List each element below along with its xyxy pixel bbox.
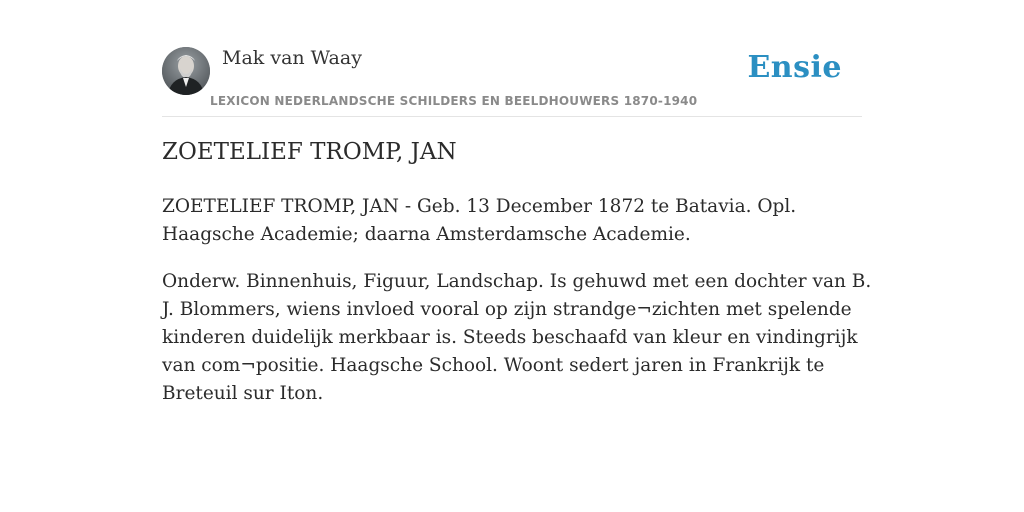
portrait-image xyxy=(162,47,210,95)
author-avatar[interactable] xyxy=(162,47,210,95)
author-link[interactable]: Mak van Waay xyxy=(222,47,362,69)
article-paragraph: ZOETELIEF TROMP, JAN - Geb. 13 December 1872 te Batavia. Opl. Haagsche Academie; daarna Amsterdamsche Academie. xyxy=(162,196,797,245)
page-header xyxy=(162,44,862,117)
source-label: LEXICON NEDERLANDSCHE SCHILDERS EN BEELDHOUWERS 1870-1940 xyxy=(210,94,698,108)
article-body xyxy=(162,193,874,427)
page-title: ZOETELIEF TROMP, JAN xyxy=(162,139,457,165)
article-paragraph: Onderw. Binnenhuis, Figuur, Landschap. Is gehuwd met een dochter van B. J. Blommers, wiens invloed vooral op zijn strandge¬zichten met spelende kinderen duidelijk merkbaar is. Steeds beschaafd van kleur en vindingrijk van com¬positie. Haagsche School. Woont sedert jaren in Frankrijk te Breteuil sur Iton. xyxy=(162,271,872,404)
brand-logo[interactable]: Ensie xyxy=(747,50,842,85)
